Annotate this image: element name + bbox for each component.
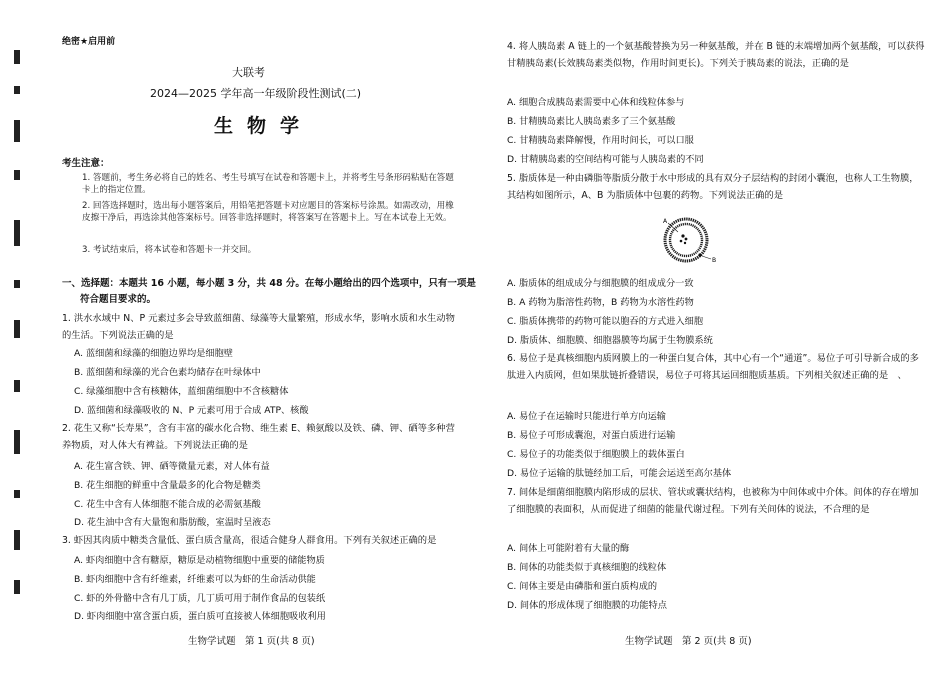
question-stem-3: 3. 虾因其肉质中糖类含量低、蛋白质含量高，很适合健身人群食用。下列有关叙述正确的是 [62,535,437,546]
option-5c: C. 脂质体携带的药物可能以胞吞的方式进入细胞 [507,316,704,327]
option-1c: C. 绿藻细胞中含有核糖体，蓝细菌细胞中不含核糖体 [74,386,289,397]
option-4d: D. 甘精胰岛素的空间结构可能与人胰岛素的不同 [507,154,704,165]
subject-title: 生物学 [214,115,314,137]
exam-title: 2024—2025 学年高一年级阶段性测试(二) [150,87,362,100]
option-3d: D. 虾肉细胞中富含蛋白质，蛋白质可直接被人体细胞吸收利用 [74,611,326,622]
question-stem-7: 7. 间体是细菌细胞膜内陷形成的层状、管状或囊状结构，也被称为中间体或中介体。间体的存在增加了细胞膜的表面积，从而促进了细菌的能量代谢过程。下列有关间体的说法，不合理的是 [507,487,919,515]
option-7a: A. 间体上可能附着有大量的酶 [507,543,630,554]
label-b-leader [702,256,711,259]
binding-edge-marks [14,50,20,610]
option-4b: B. 甘精胰岛素比人胰岛素多了三个氨基酸 [507,116,676,127]
note-item: 3. 考试结束后，将本试卷和答题卡一并交回。 [82,245,257,255]
option-6c: C. 易位子的功能类似于细胞膜上的载体蛋白 [507,449,685,460]
label-b: B [712,257,717,264]
question-stem-5: 5. 脂质体是一种由磷脂等脂质分散于水中形成的具有双分子层结构的封闭小囊泡，也称人工生物膜，其结构如图所示，A、B 为脂质体中包裹的药物。下列说法正确的是 [507,173,919,201]
option-7d: D. 间体的形成体现了细胞膜的功能特点 [507,600,667,611]
option-7c: C. 间体主要是由磷脂和蛋白质构成的 [507,581,658,592]
label-a: A [663,218,668,225]
question-stem-6: 6. 易位子是真核细胞内质网膜上的一种蛋白复合体，其中心有一个“通道”。易位子可引导新合成的多肽进入内质网，但如果肽链折叠错误，易位子可将其运回细胞质基质。下列相关叙述正确的是 、 [507,353,919,381]
option-6b: B. 易位子可形成囊泡，对蛋白质进行运输 [507,430,676,441]
option-2a: A. 花生富含铁、钾、硒等微量元素，对人体有益 [74,461,270,472]
option-2c: C. 花生中含有人体细胞不能合成的必需氨基酸 [74,499,261,510]
drug-a-dot [681,234,684,237]
page-footer-2: 生物学试题 第 2 页(共 8 页) [625,636,752,647]
option-4c: C. 甘精胰岛素降解慢，作用时间长，可以口服 [507,135,694,146]
option-5a: A. 脂质体的组成成分与细胞膜的组成成分一致 [507,278,694,289]
option-7b: B. 间体的功能类似于真核细胞的线粒体 [507,562,667,573]
option-1a: A. 蓝细菌和绿藻的细胞边界均是细胞壁 [74,348,233,359]
notes-heading: 考生注意： [62,158,110,169]
option-1b: B. 蓝细菌和绿藻的光合色素均储存在叶绿体中 [74,367,261,378]
option-3a: A. 虾肉细胞中含有糖原，糖原是动植物细胞中重要的储能物质 [74,555,325,566]
option-6a: A. 易位子在运输时只能进行单方向运输 [507,411,666,422]
option-5d: D. 脂质体、细胞膜、细胞器膜等均属于生物膜系统 [507,335,713,346]
section-heading: 一、选择题：本题共 16 小题，每小题 3 分，共 48 分。在每小题给出的四个选项中，只有一项是 [62,278,476,289]
page-footer-1: 生物学试题 第 1 页(共 8 页) [188,636,315,647]
option-3b: B. 虾肉细胞中含有纤维素，纤维素可以为虾的生命活动供能 [74,574,316,585]
option-3c: C. 虾的外骨骼中含有几丁质，几丁质可用于制作食品的包装纸 [74,593,326,604]
right-page [475,0,950,673]
question-stem-1: 1. 洪水水域中 N、P 元素过多会导致蓝细菌、绿藻等大量繁殖，形成水华，影响水质和水生动物的生活。下列说法正确的是 [62,313,455,341]
question-stem-2: 2. 花生又称“长寿果”，含有丰富的碳水化合物、维生素 E、赖氨酸以及铁、磷、钾、硒等多种营养物质，对人体大有裨益。下列说法正确的是 [62,423,455,451]
note-item: 1. 答题前，考生务必将自己的姓名、考生号填写在试卷和答题卡上，并将考生号条形码粘贴在答题卡上的指定位置。 [82,173,454,195]
option-2b: B. 花生细胞的鲜重中含量最多的化合物是糖类 [74,480,261,491]
option-1d: D. 蓝细菌和绿藻吸收的 N、P 元素可用于合成 ATP、核酸 [74,405,309,416]
option-5b: B. A 药物为脂溶性药物，B 药物为水溶性药物 [507,297,694,308]
drug-a-dot [680,240,683,243]
exam-org: 大联考 [232,66,265,79]
drug-b-dot [698,253,701,256]
option-2d: D. 花生油中含有大量饱和脂肪酸，室温时呈液态 [74,517,271,528]
note-item: 2. 回答选择题时，选出每小题答案后，用铅笔把答题卡对应题目的答案标号涂黑。如需改动，用橡皮擦干净后，再选涂其他答案标号。回答非选择题时，将答案写在答题卡上。写在本试卷上无效。 [82,201,454,223]
drug-a-dot [684,242,686,244]
option-4a: A. 细胞合成胰岛素需要中心体和线粒体参与 [507,97,685,108]
question-stem-4: 4. 将人胰岛素 A 链上的一个氨基酸替换为另一种氨基酸，并在 B 链的末端增加两个氨基酸，可以获得甘精胰岛素(长效胰岛素类似物，作用时间更长)。下列关于胰岛素的说法，正确的是 [507,41,925,69]
secret-label: 绝密★启用前 [62,37,116,47]
drug-a-dot [685,238,688,241]
liposome-figure [656,215,722,265]
section-heading-cont: 符合题目要求的。 [80,294,157,305]
option-6d: D. 易位子运输的肽链经加工后，可能会运送至高尔基体 [507,468,732,479]
